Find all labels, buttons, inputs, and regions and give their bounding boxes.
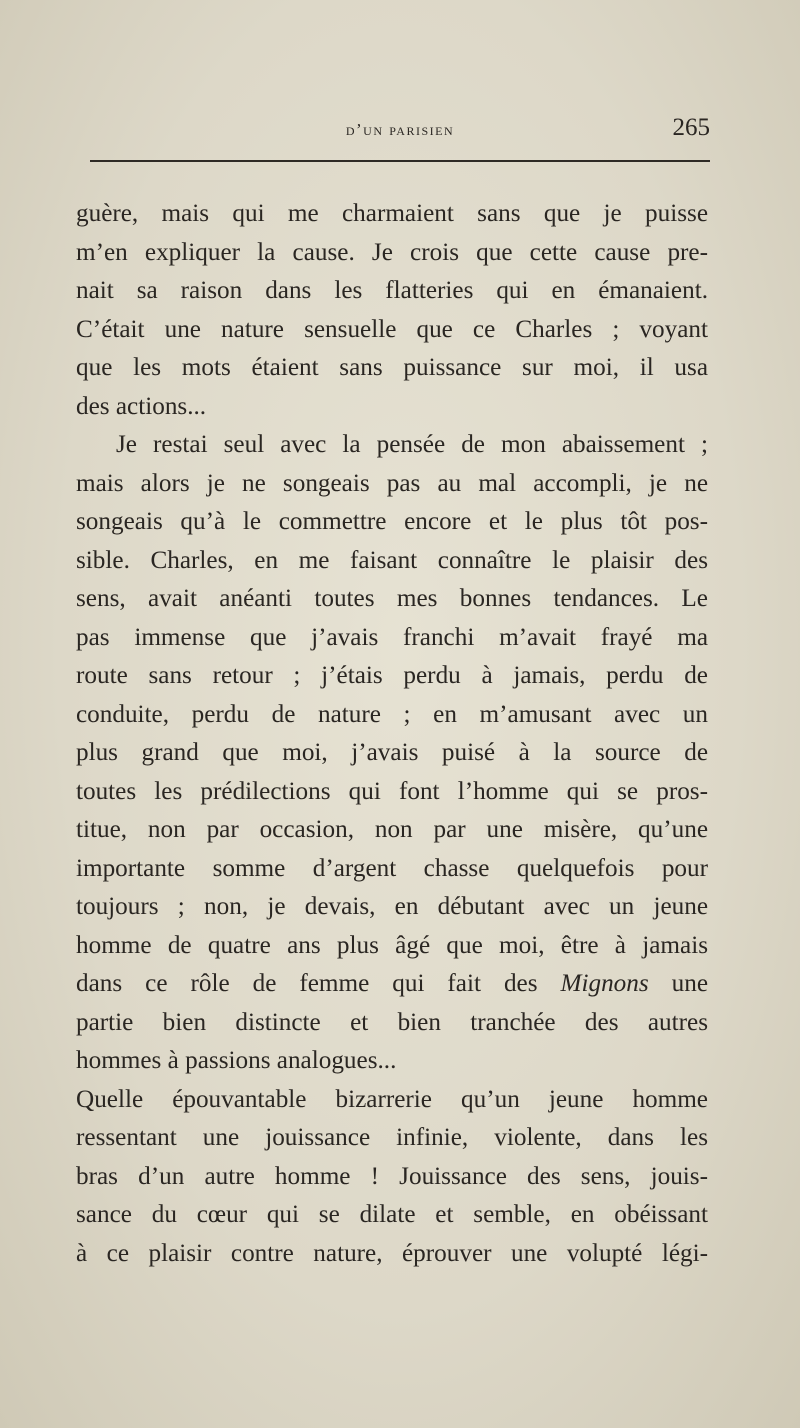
text-line: plus grand que moi, j’avais puisé à la source de (76, 739, 708, 766)
text-line: nait sa raison dans les flatteries qui en émanaient. (76, 277, 708, 304)
text-line: m’en expliquer la cause. Je crois que cette cause pre- (76, 238, 708, 266)
text-line: des actions... (76, 392, 207, 420)
text-line: toujours ; non, je devais, en débutant avec un jeune (76, 893, 708, 920)
page-number: 265 (672, 114, 710, 141)
text-line: songeais qu’à le commettre encore et le plus tôt pos- (76, 508, 708, 535)
text-line: Quelle épouvantable bizarrerie qu’un jeune homme (76, 1085, 708, 1113)
italic-word: Mignons (560, 970, 649, 997)
header-rule (90, 160, 710, 162)
text-line: sance du cœur qui se dilate et semble, en obéissant (76, 1201, 708, 1228)
text-line: ressentant une jouissance infinie, violente, dans les (76, 1124, 708, 1151)
text-line: mais alors je ne songeais pas au mal accompli, je ne (76, 469, 708, 497)
body-text (76, 195, 708, 1273)
text-line: importante somme d’argent chasse quelquefois pour (76, 854, 708, 882)
text-line: sens, avait anéanti toutes mes bonnes tendances. Le (76, 585, 708, 612)
text-line: route sans retour ; j’étais perdu à jamais, perdu de (76, 662, 708, 689)
text-line: Je restai seul avec la pensée de mon abaissement ; (116, 431, 708, 458)
text-line: partie bien distincte et bien tranchée des autres (76, 1008, 708, 1036)
text-line: guère, mais qui me charmaient sans que je puisse (76, 200, 708, 227)
text-line-with-italic (76, 965, 708, 1004)
text-line: à ce plaisir contre nature, éprouver une volupté légi- (76, 1239, 708, 1267)
text-line: sible. Charles, en me faisant connaître le plaisir des (76, 546, 708, 574)
text-line: bras d’un autre homme ! Jouissance des sens, jouis- (76, 1162, 708, 1190)
text-segment: dans ce rôle de femme qui fait des (76, 970, 538, 997)
text-line: hommes à passions analogues... (76, 1047, 397, 1074)
text-line: toutes les prédilections qui font l’homme qui se pros- (76, 777, 708, 805)
text-line: conduite, perdu de nature ; en m’amusant avec un (76, 700, 708, 728)
text-line: que les mots étaient sans puissance sur moi, il usa (76, 354, 708, 381)
text-line: titue, non par occasion, non par une misère, qu’une (76, 816, 708, 843)
text-segment: une (671, 970, 709, 997)
text-line: C’était une nature sensuelle que ce Charles ; voyant (76, 315, 708, 343)
page-header (90, 112, 710, 152)
text-line: homme de quatre ans plus âgé que moi, être à jamais (76, 931, 708, 959)
text-line: pas immense que j’avais franchi m’avait frayé ma (76, 623, 708, 651)
running-title: d’un parisien (345, 120, 455, 139)
